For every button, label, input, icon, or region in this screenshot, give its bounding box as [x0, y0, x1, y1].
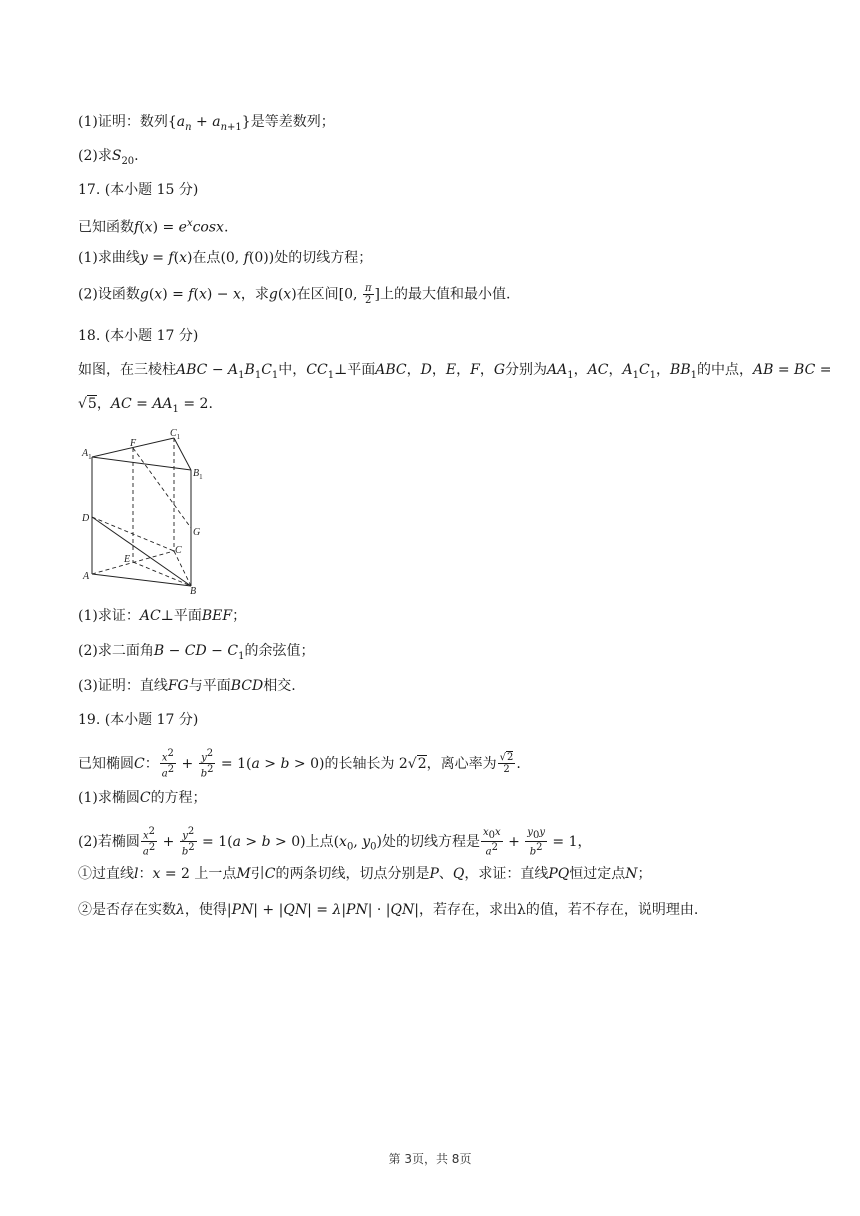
q18-given-2: √5，AC = $AA_1 = 2$.: [78, 396, 213, 415]
prism-figure: [78, 424, 218, 599]
label-E: E: [124, 554, 131, 565]
q16-part2: (2)求$S_{20}$.: [78, 148, 139, 167]
label-G: G: [193, 527, 201, 538]
label-F: F: [130, 438, 137, 449]
q18-given-1: 如图，在三棱柱ABC − $A_1B_1C_1$中，$CC_1\perp$平面ABC，D，E，F，G分别为$AA_1$，AC，$A_1C_1$，$BB_1$的中点，AB = BC =: [78, 362, 832, 381]
q19-part1: (1)求椭圆C的方程；: [78, 790, 207, 806]
q16-part1: (1)证明：数列$\{a_n + a_{n+1}\}$是等差数列；: [78, 114, 335, 133]
q17-header: 17. (本小题 15 分): [78, 182, 199, 198]
label-D: D: [82, 513, 90, 524]
label-A: A: [83, 571, 90, 582]
q19-header: 19. (本小题 17 分): [78, 712, 199, 728]
q17-given: 已知函数$f(x) = e^x\cos x$.: [78, 218, 229, 236]
page-footer: 第 3页，共 8页: [388, 1152, 472, 1166]
label-C: C: [175, 545, 182, 556]
q17-part2: (2)设函数g(x) = f(x) − x，求g(x)在区间[0, $\frac{\pi}{2}$ ]上的最大值和最小值.: [78, 283, 511, 306]
q18-header: 18. (本小题 17 分): [78, 328, 199, 344]
q18-part2: (2)求二面角B − CD − $C_1$的余弦值；: [78, 643, 315, 662]
q18-part1: (1)求证：AC⊥平面BEF；: [78, 608, 247, 624]
q17-part1: (1)求曲线y = f(x)在点(0, f(0))处的切线方程；: [78, 250, 373, 266]
label-B1: $B_1$: [193, 468, 203, 481]
q19-sub1: ①过直线l：x = 2 上一点M引C的两条切线，切点分别是P、Q，求证：直线PQ恒过定点N；: [78, 866, 652, 882]
q19-sub2: ②是否存在实数λ，使得|PN| + |QN| = λ|PN| · |QN|，若存在，求出λ的值，若不存在，说明理由.: [78, 902, 699, 918]
q18-part3: (3)证明：直线FG与平面BCD相交.: [78, 678, 296, 694]
label-B: B: [190, 586, 197, 597]
q19-given: 已知椭圆C： $\frac{x^2}{a^2}$ + $\frac{y^2}{b^2}$ = 1(a > b > 0)的长轴长为 2√2，离心率为 $\frac{√2}{2}$ .: [78, 748, 521, 780]
label-A1: $A_1$: [82, 448, 92, 461]
q19-part2: (2)若椭圆 $\frac{x^2}{a^2}$ + $\frac{y^2}{b^2}$ = 1(a > b > 0)上点($x_0$, $y_0$)处的切线方程是 $\frac{x_0x}{a^2}$ + $\frac{y_0y}{b^2}$ = 1，: [78, 826, 592, 858]
label-C1: $C_1$: [170, 428, 181, 441]
